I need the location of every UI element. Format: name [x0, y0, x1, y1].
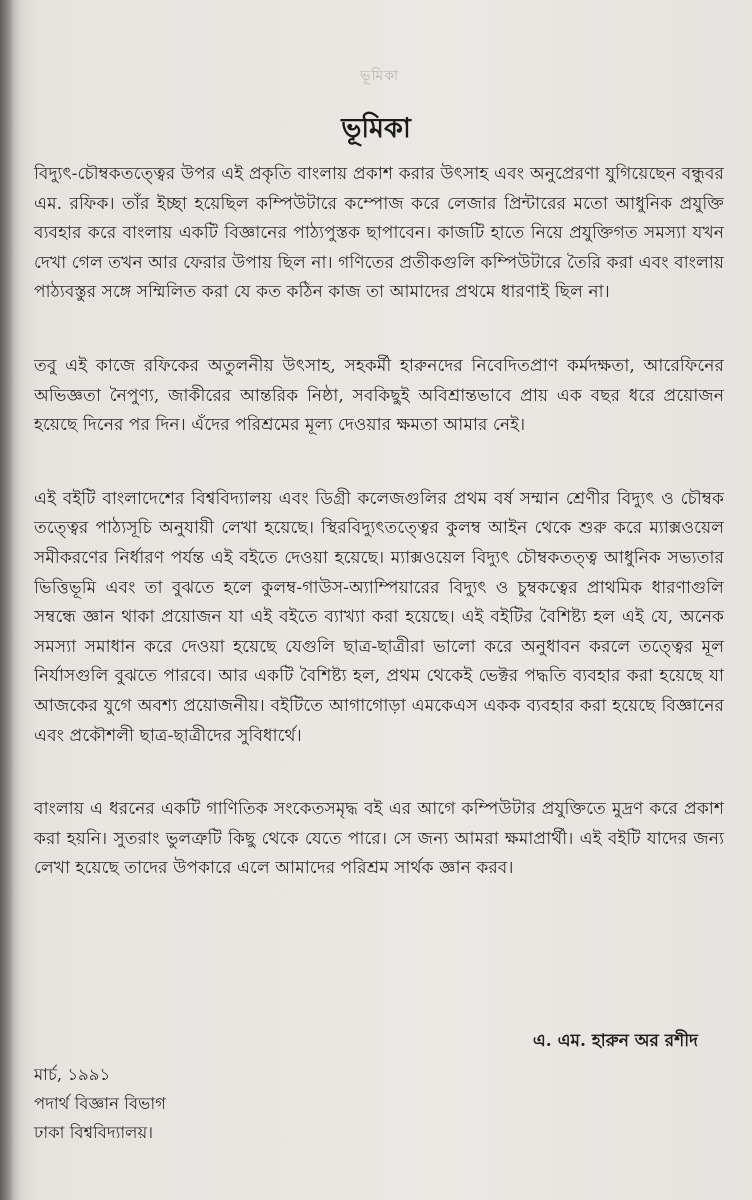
author-signature: এ. এম. হারুন অর রশীদ [532, 1031, 698, 1051]
department: পদার্থ বিজ্ঞান বিভাগ [34, 1094, 166, 1113]
paragraph-3: এই বইটি বাংলাদেশের বিশ্ববিদ্যালয় এবং ডিগ্রী কলেজগুলির প্রথম বর্ষ সম্মান শ্রেণীর বিদ্যুৎ ও চৌম্বক তত্ত্বের পাঠ্যসূচি অনুযায়ী লেখা হয়েছে। স্থিরবিদ্যুৎতত্ত্বের কুলম্ব আইন থেকে শুরু করে ম্যাক্সওয়েল সমীকরণের নির্ধারণ পর্যন্ত এই বইতে দেওয়া হয়েছে। ম্যাক্সওয়েল বিদ্যুৎ চৌম্বকতত্ত্ব আধুনিক সভ্যতার ভিত্তিভূমি এবং তা বুঝতে হলে কুলম্ব-গাউস-অ্যাম্পিয়ারের বিদ্যুৎ ও চুম্বকত্বের প্রাথমিক ধারণাগুলি সম্বন্ধে জ্ঞান থাকা প্রয়োজন যা এই বইতে ব্যাখ্যা করা হয়েছে। এই বইটির বৈশিষ্ট্য হল এই যে, অনেক সমস্যা সমাধান করে দেওয়া হয়েছে যেগুলি ছাত্র-ছাত্রীরা ভালো করে অনুধাবন করলে তত্ত্বের মূল নির্যাসগুলি বুঝতে পারবে। আর একটি বৈশিষ্ট্য হল, প্রথম থেকেই ভেক্টর পদ্ধতি ব্যবহার করা হয়েছে যা আজকের যুগে অবশ্য প্রয়োজনীয়। বইটিতে আগাগোড়া এমকেএস একক ব্যবহার করা হয়েছে বিজ্ঞানের এবং প্রকৌশলী ছাত্র-ছাত্রীদের সুবিধার্থে। [34, 488, 724, 746]
paragraph-1: বিদ্যুৎ-চৌম্বকতত্ত্বের উপর এই প্রকৃতি বাংলায় প্রকাশ করার উৎসাহ এবং অনুপ্রেরণা যুগিয়েছেন বন্ধুবর এম. রফিক। তাঁর ইচ্ছা হয়েছিল কম্পিউটারে কম্পোজ করে লেজার প্রিন্টারের মতো আধুনিক প্রযুক্তি ব্যবহার করে বাংলায় একটি বিজ্ঞানের পাঠ্যপুস্তক ছাপাবেন। কাজটি হাতে নিয়ে প্রযুক্তিগত সমস্যা যখন দেখা গেল তখন আর ফেরার উপায় ছিল না। গণিতের প্রতীকগুলি কম্পিউটারে তৈরি করা এবং বাংলায় পাঠ্যবস্তুর সঙ্গে সম্মিলিত করা যে কত কঠিন কাজ তা আমাদের প্রথমে ধারণাই ছিল না। [34, 164, 724, 303]
book-gutter-shadow [0, 0, 14, 1200]
university: ঢাকা বিশ্ববিদ্যালয়। [34, 1123, 154, 1142]
paragraph-4: বাংলায় এ ধরনের একটি গাণিতিক সংকেতসমৃদ্ধ বই এর আগে কম্পিউটার প্রযুক্তিতে মুদ্রণ করে প্রকাশ করা হয়নি। সুতরাং ভুলত্রুটি কিছু থেকে যেতে পারে। সে জন্য আমরা ক্ষমাপ্রার্থী। এই বইটি যাদের জন্য লেখা হয়েছে তাদের উপকারে এলে আমাদের পরিশ্রম সার্থক জ্ঞান করব। [34, 799, 724, 879]
body-text [34, 160, 724, 884]
date: মার্চ, ১৯৯১ [34, 1065, 111, 1084]
page-title: ভূমিকা [341, 113, 411, 144]
dateline [34, 1060, 166, 1147]
running-head: ভূমিকা [360, 68, 400, 84]
paragraph-2: তবু এই কাজে রফিকের অতুলনীয় উৎসাহ, সহকর্মী হারুনদের নিবেদিতপ্রাণ কর্মদক্ষতা, আরেফিনের অভিজ্ঞতা নৈপুণ্য, জাকীরের আন্তরিক নিষ্ঠা, সবকিছুই অবিশ্রান্তভাবে প্রায় এক বছর ধরে প্রয়োজন হয়েছে দিনের পর দিন। এঁদের পরিশ্রমের মূল্য দেওয়ার ক্ষমতা আমার নেই। [34, 355, 724, 436]
